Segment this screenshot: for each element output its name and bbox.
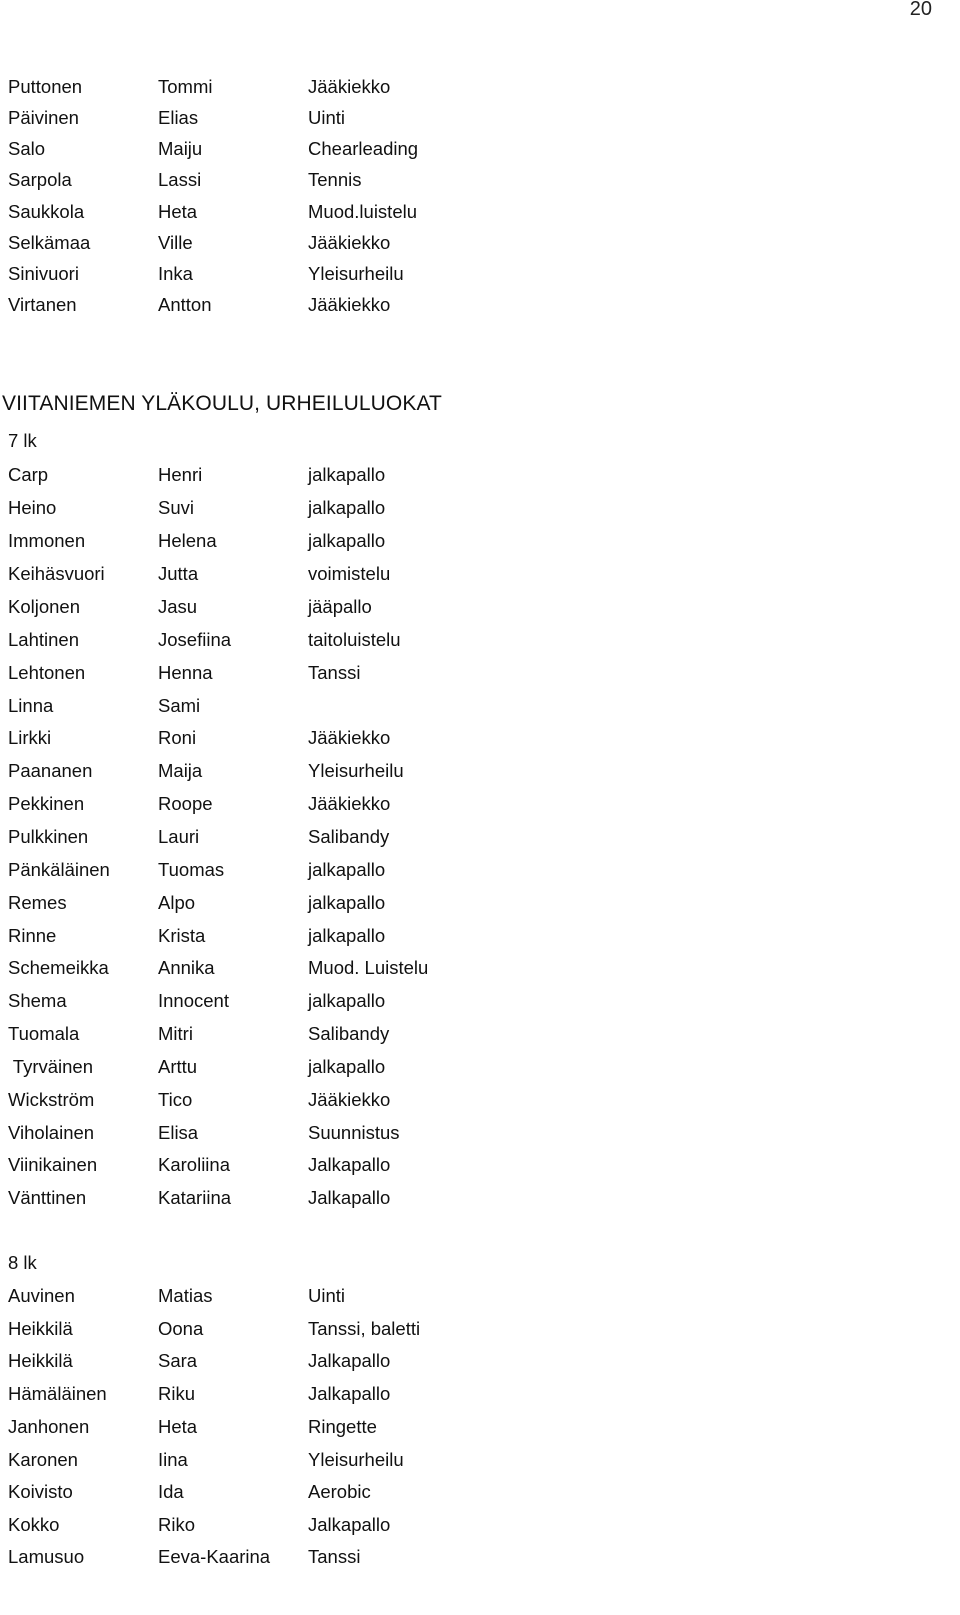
first-name: Jasu (158, 596, 198, 617)
last-name: Pekkinen (8, 793, 85, 814)
first-name: Suvi (158, 497, 194, 518)
table-row (0, 629, 940, 659)
sport: Muod.luistelu (308, 201, 418, 222)
sport: jalkapallo (308, 892, 386, 913)
first-name: Heta (158, 1416, 198, 1437)
last-name: Pänkäläinen (8, 859, 110, 880)
sport: jalkapallo (308, 464, 386, 485)
first-name: Elisa (158, 1122, 199, 1143)
table-row (0, 530, 940, 560)
last-name: Lahtinen (8, 629, 79, 650)
sport: taitoluistelu (308, 629, 401, 650)
last-name: Päivinen (8, 107, 79, 128)
table-row (0, 1514, 940, 1544)
last-name: Janhonen (8, 1416, 90, 1437)
table-row (0, 925, 940, 955)
last-name: Lirkki (8, 727, 52, 748)
first-name: Inka (158, 263, 193, 284)
last-name: Auvinen (8, 1285, 75, 1306)
last-name: Paananen (8, 760, 93, 781)
sport: Jalkapallo (308, 1383, 391, 1404)
last-name: Heino (8, 497, 57, 518)
last-name: Heikkilä (8, 1318, 73, 1339)
table-row (0, 1122, 940, 1152)
first-name: Annika (158, 957, 215, 978)
first-name: Tuomas (158, 859, 225, 880)
first-name: Sara (158, 1350, 198, 1371)
first-name: Roni (158, 727, 197, 748)
table-row (0, 1449, 940, 1479)
last-name: Lehtonen (8, 662, 86, 683)
last-name: Shema (8, 990, 67, 1011)
first-name: Tommi (158, 76, 213, 97)
first-name: Jutta (158, 563, 199, 584)
sport: Yleisurheilu (308, 760, 404, 781)
last-name: Linna (8, 695, 54, 716)
last-name: Tyrväinen (8, 1056, 94, 1077)
sport: Muod. Luistelu (308, 957, 429, 978)
table-row (0, 107, 940, 137)
table-row (0, 563, 940, 593)
first-name: Maiju (158, 138, 203, 159)
last-name: Saukkola (8, 201, 85, 222)
table-row (0, 793, 940, 823)
table-row (0, 76, 940, 106)
last-name: Schemeikka (8, 957, 109, 978)
table-row (0, 1023, 940, 1053)
last-name: Tuomala (8, 1023, 80, 1044)
sport: Yleisurheilu (308, 263, 404, 284)
sport: Jääkiekko (308, 1089, 391, 1110)
grade-8-heading: 8 lk (8, 1252, 37, 1273)
table-row (0, 232, 940, 262)
table-row (0, 138, 940, 168)
sport: Suunnistus (308, 1122, 400, 1143)
first-name: Mitri (158, 1023, 193, 1044)
last-name: Vänttinen (8, 1187, 87, 1208)
sport: jalkapallo (308, 530, 386, 551)
first-name: Henna (158, 662, 213, 683)
first-name: Maija (158, 760, 203, 781)
table-row (0, 596, 940, 626)
sport: Aerobic (308, 1481, 371, 1502)
table-row (0, 695, 940, 725)
first-name: Ida (158, 1481, 184, 1502)
table-row (0, 263, 940, 293)
first-name: Roope (158, 793, 213, 814)
sport: jääpallo (308, 596, 372, 617)
table-row (0, 826, 940, 856)
table-row (0, 497, 940, 527)
table-row (0, 1089, 940, 1119)
first-name: Eeva-Kaarina (158, 1546, 271, 1567)
last-name: Karonen (8, 1449, 78, 1470)
last-name: Hämäläinen (8, 1383, 107, 1404)
last-name: Heikkilä (8, 1350, 73, 1371)
sport: Salibandy (308, 1023, 390, 1044)
grade-7-heading: 7 lk (8, 430, 37, 451)
table-row (0, 1154, 940, 1184)
last-name: Rinne (8, 925, 57, 946)
sport: jalkapallo (308, 990, 386, 1011)
last-name: Selkämaa (8, 232, 91, 253)
first-name: Matias (158, 1285, 213, 1306)
last-name: Wickström (8, 1089, 95, 1110)
first-name: Iina (158, 1449, 188, 1470)
sport: Chearleading (308, 138, 419, 159)
table-row (0, 294, 940, 324)
table-row (0, 1416, 940, 1446)
last-name: Virtanen (8, 294, 77, 315)
last-name: Carp (8, 464, 49, 485)
sport: Tanssi (308, 662, 361, 683)
last-name: Koljonen (8, 596, 81, 617)
sport: Uinti (308, 107, 346, 128)
last-name: Kokko (8, 1514, 60, 1535)
first-name: Innocent (158, 990, 229, 1011)
last-name: Remes (8, 892, 67, 913)
first-name: Lauri (158, 826, 200, 847)
last-name: Viinikainen (8, 1154, 98, 1175)
first-name: Alpo (158, 892, 196, 913)
sport: Salibandy (308, 826, 390, 847)
sport: Jalkapallo (308, 1187, 391, 1208)
last-name: Immonen (8, 530, 86, 551)
table-row (0, 1481, 940, 1511)
table-row (0, 1546, 940, 1576)
first-name: Ville (158, 232, 193, 253)
sport: jalkapallo (308, 1056, 386, 1077)
sport: Jalkapallo (308, 1514, 391, 1535)
table-row (0, 1350, 940, 1380)
first-name: Karoliina (158, 1154, 230, 1175)
sport: Ringette (308, 1416, 377, 1437)
sport: Uinti (308, 1285, 346, 1306)
sport: Jääkiekko (308, 793, 391, 814)
table-row (0, 464, 940, 494)
sport: Jalkapallo (308, 1154, 391, 1175)
sport: voimistelu (308, 563, 391, 584)
first-name: Helena (158, 530, 217, 551)
first-name: Katariina (158, 1187, 232, 1208)
sport: Jääkiekko (308, 727, 391, 748)
first-name: Arttu (158, 1056, 198, 1077)
sport: Jääkiekko (308, 76, 391, 97)
sport: jalkapallo (308, 859, 386, 880)
first-name: Krista (158, 925, 206, 946)
sport: Jääkiekko (308, 232, 391, 253)
sport: Jalkapallo (308, 1350, 391, 1371)
first-name: Josefiina (158, 629, 232, 650)
first-name: Oona (158, 1318, 204, 1339)
table-row (0, 662, 940, 692)
first-name: Riku (158, 1383, 196, 1404)
table-row (0, 1318, 940, 1348)
section-title: VIITANIEMEN YLÄKOULU, URHEILULUOKAT (2, 392, 442, 415)
table-row (0, 169, 940, 199)
table-row (0, 1056, 940, 1086)
last-name: Sinivuori (8, 263, 79, 284)
first-name: Lassi (158, 169, 202, 190)
table-row (0, 727, 940, 757)
sport: Tennis (308, 169, 362, 190)
sport: jalkapallo (308, 925, 386, 946)
sport: Yleisurheilu (308, 1449, 404, 1470)
sport: Jääkiekko (308, 294, 391, 315)
table-row (0, 859, 940, 889)
last-name: Puttonen (8, 76, 83, 97)
first-name: Elias (158, 107, 199, 128)
table-row (0, 1383, 940, 1413)
sport: Tanssi, baletti (308, 1318, 421, 1339)
last-name: Sarpola (8, 169, 72, 190)
last-name: Salo (8, 138, 46, 159)
table-row (0, 201, 940, 231)
first-name: Henri (158, 464, 203, 485)
last-name: Lamusuo (8, 1546, 85, 1567)
first-name: Riko (158, 1514, 196, 1535)
sport: jalkapallo (308, 497, 386, 518)
first-name: Sami (158, 695, 201, 716)
table-row (0, 1187, 940, 1217)
table-row (0, 1285, 940, 1315)
table-row (0, 892, 940, 922)
page-number: 20 (909, 0, 932, 20)
last-name: Koivisto (8, 1481, 73, 1502)
first-name: Heta (158, 201, 198, 222)
first-name: Antton (158, 294, 212, 315)
last-name: Viholainen (8, 1122, 95, 1143)
table-row (0, 990, 940, 1020)
last-name: Keihäsvuori (8, 563, 105, 584)
last-name: Pulkkinen (8, 826, 89, 847)
sport: Tanssi (308, 1546, 361, 1567)
table-row (0, 760, 940, 790)
first-name: Tico (158, 1089, 193, 1110)
table-row (0, 957, 940, 987)
